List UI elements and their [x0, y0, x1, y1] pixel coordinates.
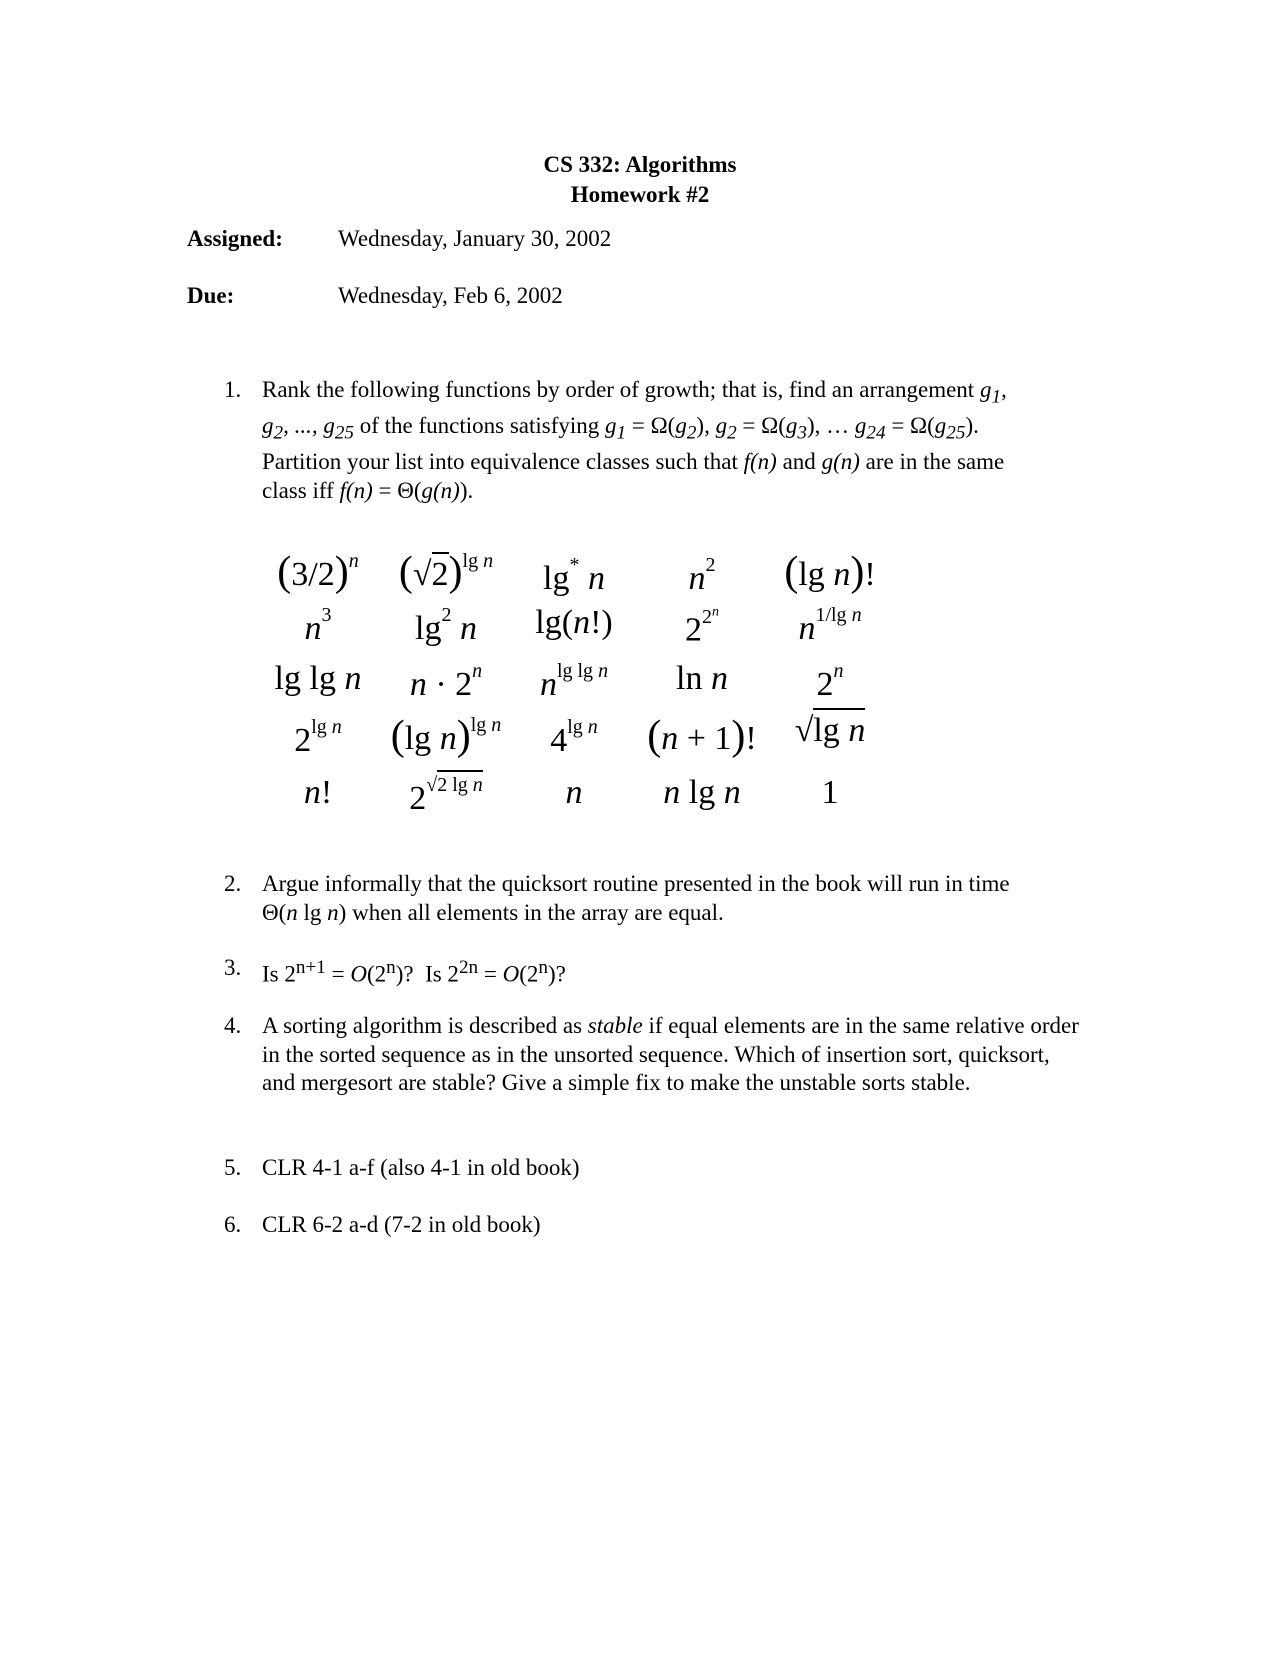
- question-3-body: Is $2^{n+1} = O(2^n)$? Is $2^{2n} = O(2^n)$?: [262, 957, 566, 987]
- fn-2-pow-2-pow-n: $2^{2^n}$: [685, 604, 719, 649]
- course-title: CS 332: Algorithms: [543, 152, 737, 177]
- question-5: [224, 1154, 1084, 1183]
- fn-lg-lg-n: lg lg n: [274, 660, 362, 697]
- question-number: 1.: [224, 377, 242, 402]
- fn-sqrt2-pow-lgn: $(√2)^{lg n}$: [398, 549, 494, 595]
- fn-lg-star-n: lg* n: [543, 554, 605, 597]
- question-6-body: CLR 6-2 a-d (7-2 in old book): [262, 1212, 541, 1237]
- fn-n-pow-lglgn: $n^{lg lg n}$: [539, 660, 609, 703]
- fn-n-plus-1-factorial: (n + 1)!: [647, 713, 757, 759]
- question-number: 2.: [224, 871, 242, 896]
- fn-three-halves-pow-n: $(3/2)^n$: [277, 549, 359, 595]
- fn-ln-n: ln n: [676, 660, 728, 697]
- fn-lg-n-factorial: lg(n!): [535, 604, 613, 641]
- assigned-label: Assigned:: [187, 226, 283, 251]
- question-6: [224, 1211, 1084, 1240]
- fn-sqrt-lgn: √lg n: [768, 712, 892, 750]
- functions-grid: [256, 548, 896, 848]
- fn-n: n: [565, 774, 583, 811]
- question-4: [224, 1012, 1084, 1098]
- document-title: [0, 150, 1280, 210]
- fn-n-factorial: n!: [303, 774, 333, 811]
- question-4-body: A sorting algorithm is described as stable if equal elements are in the same relative order in the sorted sequence as in the unsorted sequence. Which of insertion sort, quicksort, and mergesort are stable? Give a simple fix to make the unstable sorts stable.: [262, 1013, 1079, 1095]
- fn-lgn-pow-lgn: (lg n)$^{lg n}$: [390, 713, 502, 759]
- fn-2-pow-n: 2$^n$: [816, 660, 844, 703]
- fn-lgn-factorial: (lg n)!: [784, 549, 876, 595]
- fn-n-times-2-pow-n: $n \cdot 2^n$: [409, 660, 483, 703]
- due-label: Due:: [187, 283, 235, 308]
- fn-n-cubed: $n^3$: [304, 604, 332, 647]
- question-number: 6.: [224, 1212, 242, 1237]
- fn-2-pow-lgn: $2^{lg n}$: [294, 716, 342, 759]
- assigned-value: Wednesday, January 30, 2002: [338, 226, 612, 251]
- fn-n-squared: $n^2$: [688, 554, 716, 597]
- fn-4-pow-lgn: $4^{lg n}$: [550, 716, 598, 759]
- fn-lg-squared-n: $\lg^2 n$: [415, 604, 477, 647]
- due-value: Wednesday, Feb 6, 2002: [338, 283, 563, 308]
- question-1-body: Rank the following functions by order of growth; that is, find an arrangement $g_1$, $g_2$, ..., $g_{25}$ of the functions satisfying $g_1 = \Omega(g_2)$, $g_2 = \Omega(g_3)$, … $g_{24} = \Omega(g_{25})$. Partition your list into equivalence classes such that f(n) and g(n) are in the same class iff f(n) = Θ(g(n)).: [262, 377, 1007, 503]
- fn-2-pow-sqrt-2lgn: $2^{√2 lg n}$: [384, 774, 508, 818]
- question-number: 4.: [224, 1013, 242, 1038]
- fn-n-lgn: n lg n: [663, 774, 741, 811]
- question-number: 3.: [224, 955, 242, 980]
- fn-n-pow-1-over-lgn: $n^{1/lg n}$: [798, 604, 862, 647]
- question-2: [224, 870, 1084, 927]
- question-number: 5.: [224, 1155, 242, 1180]
- fn-1: 1: [821, 774, 839, 811]
- question-3: [224, 954, 1084, 989]
- question-5-body: CLR 4-1 a-f (also 4-1 in old book): [262, 1155, 580, 1180]
- question-1: [224, 376, 1084, 505]
- homework-title: Homework #2: [570, 182, 710, 207]
- question-2-body: Argue informally that the quicksort routine presented in the book will run in time Θ(n lg n) when all elements in the array are equal.: [262, 871, 1010, 925]
